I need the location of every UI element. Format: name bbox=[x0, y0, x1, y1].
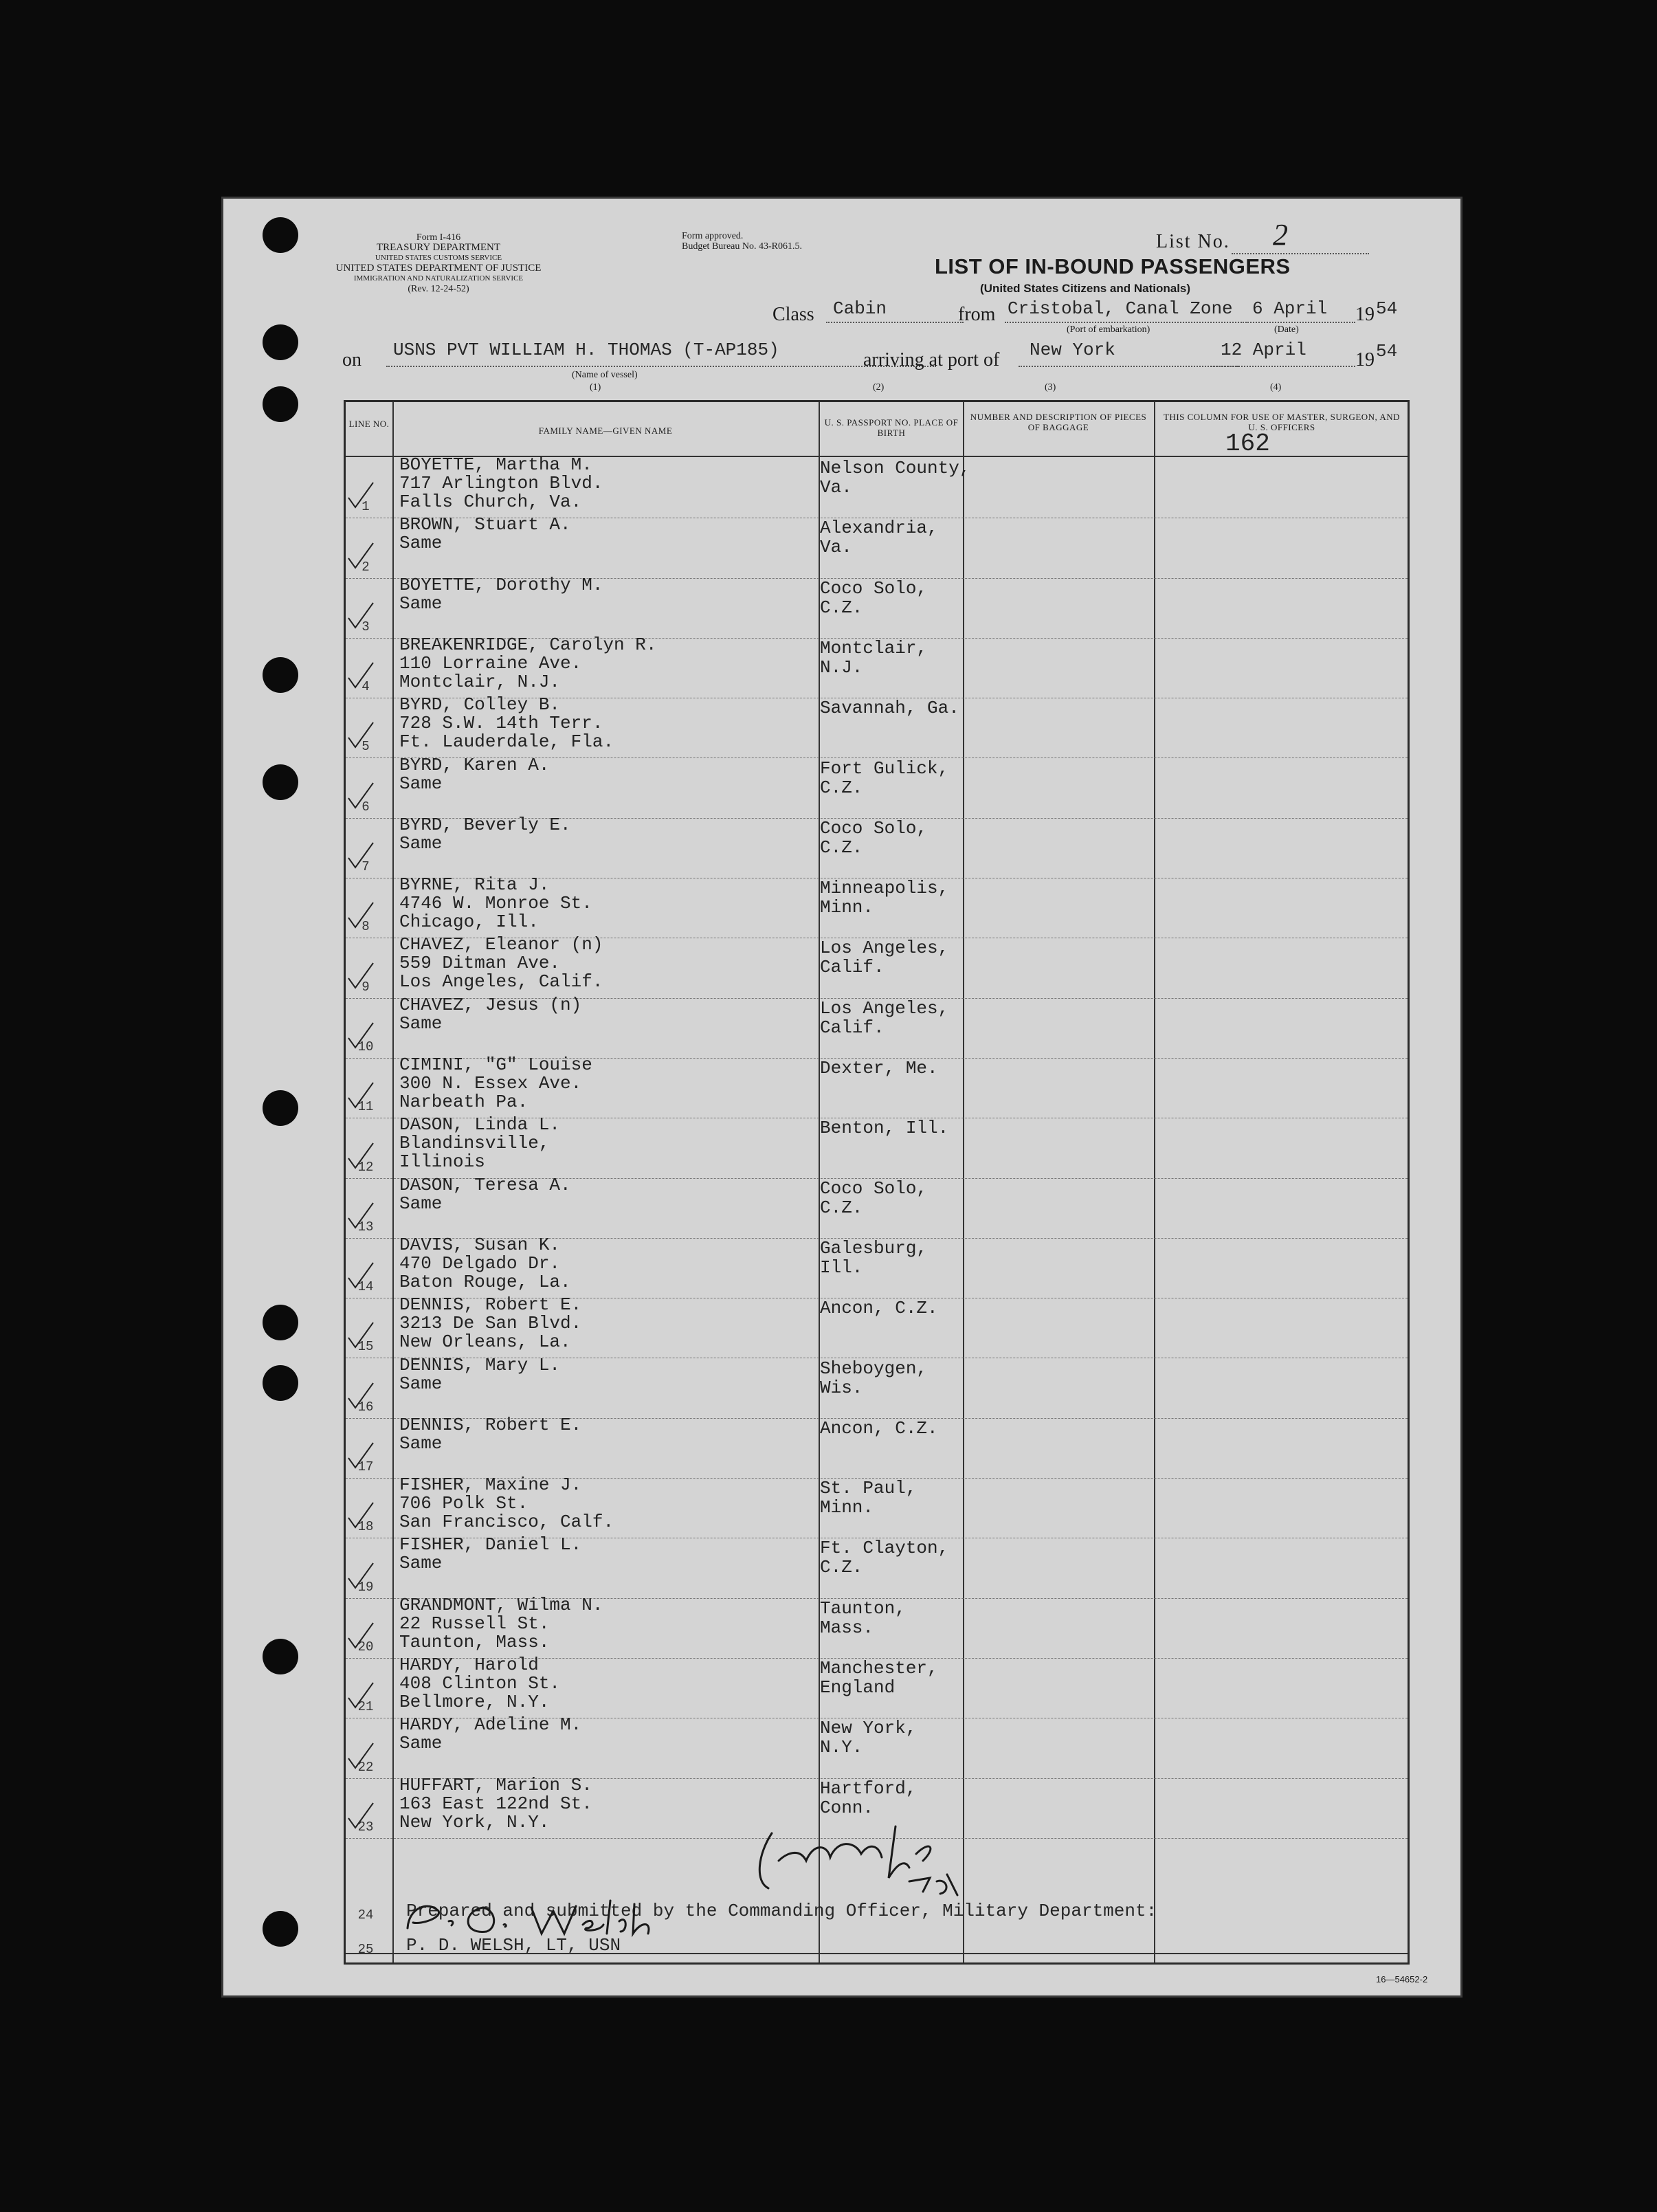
punch-hole bbox=[263, 217, 298, 253]
address-line-1: 717 Arlington Blvd. bbox=[399, 473, 603, 494]
treasury-dept: TREASURY DEPARTMENT bbox=[376, 242, 501, 253]
passenger-name-address bbox=[399, 996, 581, 1033]
address-line-2: Taunton, Mass. bbox=[399, 1631, 550, 1652]
list-number-value: 2 bbox=[1273, 218, 1288, 252]
col-number-4: (4) bbox=[1270, 382, 1282, 392]
address-line-1: 728 S.W. 14th Terr. bbox=[399, 713, 603, 734]
address-line-2: Narbeath Pa. bbox=[399, 1092, 529, 1112]
passenger-row bbox=[346, 1474, 1408, 1538]
address-line-2: Los Angeles, Calif. bbox=[399, 971, 603, 993]
signer-name: P. D. WELSH, LT, USN bbox=[406, 1935, 621, 1956]
birth-line-1: Nelson County, bbox=[820, 458, 970, 478]
place-of-birth bbox=[820, 819, 927, 857]
address-line-1: 110 Lorraine Ave. bbox=[399, 652, 582, 674]
line-number: 18 bbox=[357, 1519, 374, 1535]
place-of-birth bbox=[820, 1538, 948, 1577]
birth-line-2: Va. bbox=[820, 477, 852, 498]
class-value: Cabin bbox=[833, 298, 887, 319]
birth-line-1: Galesburg, bbox=[820, 1237, 928, 1259]
place-of-birth bbox=[820, 1779, 916, 1817]
punch-hole bbox=[263, 1305, 298, 1340]
year-prefix-2: 19 bbox=[1355, 349, 1375, 370]
passenger-name: DENNIS, Robert E. bbox=[399, 1414, 582, 1435]
address-line-1: Same bbox=[399, 1193, 443, 1214]
address-line-1: 3213 De San Blvd. bbox=[399, 1313, 582, 1334]
vessel-name-value: USNS PVT WILLIAM H. THOMAS (T-AP185) bbox=[393, 340, 779, 360]
col-number-1: (1) bbox=[590, 382, 601, 392]
address-line-2: Bellmore, N.Y. bbox=[399, 1692, 550, 1712]
place-of-birth bbox=[820, 579, 927, 617]
passenger-row bbox=[346, 514, 1408, 578]
passenger-name-address bbox=[399, 1776, 592, 1832]
birth-line-2: Conn. bbox=[820, 1797, 874, 1818]
address-line-1: 300 N. Essex Ave. bbox=[399, 1073, 582, 1094]
birth-line-2: Ill. bbox=[820, 1257, 863, 1278]
passenger-table bbox=[344, 400, 1410, 1965]
passenger-name: CHAVEZ, Eleanor (n) bbox=[399, 934, 603, 955]
address-line-2: Illinois bbox=[399, 1151, 485, 1173]
line-number: 23 bbox=[357, 1819, 374, 1835]
arriving-label: arriving at port of bbox=[863, 349, 1000, 370]
passenger-name-address bbox=[399, 576, 603, 613]
punch-hole bbox=[263, 1090, 298, 1126]
address-line-1: 706 Polk St. bbox=[399, 1493, 529, 1514]
passenger-row bbox=[346, 934, 1408, 998]
passenger-row bbox=[346, 634, 1408, 698]
form-approved: Form approved. bbox=[682, 231, 744, 241]
passenger-name-address bbox=[399, 816, 571, 853]
line-number: 25 bbox=[357, 1942, 374, 1957]
embark-year-value: 54 bbox=[1376, 298, 1398, 319]
line-number: 19 bbox=[357, 1579, 374, 1595]
birth-line-1: Ancon, C.Z. bbox=[820, 1298, 938, 1319]
passenger-name-address bbox=[399, 1056, 592, 1111]
passenger-name: FISHER, Daniel L. bbox=[399, 1534, 582, 1556]
birth-line-1: Fort Gulick, bbox=[820, 757, 949, 779]
passenger-name: DASON, Linda L. bbox=[399, 1114, 561, 1136]
embark-date-value: 6 April bbox=[1252, 298, 1328, 319]
passenger-row bbox=[346, 994, 1408, 1059]
place-of-birth bbox=[820, 1659, 938, 1697]
address-line-1: Same bbox=[399, 1013, 443, 1034]
birth-line-2: Calif. bbox=[820, 957, 885, 978]
line-number: 5 bbox=[362, 739, 370, 755]
passenger-name-address bbox=[399, 756, 549, 793]
passenger-row bbox=[346, 1234, 1408, 1298]
place-of-birth bbox=[820, 999, 948, 1037]
place-of-birth bbox=[820, 759, 948, 797]
birth-line-1: Coco Solo, bbox=[820, 1177, 928, 1199]
address-line-1: Same bbox=[399, 773, 443, 794]
arrival-port-value: New York bbox=[1030, 340, 1115, 360]
passenger-name-address bbox=[399, 1536, 581, 1573]
line-number: 7 bbox=[362, 859, 370, 875]
justice-dept: UNITED STATES DEPARTMENT OF JUSTICE bbox=[335, 263, 542, 274]
passenger-name-address bbox=[399, 1356, 560, 1393]
line-number: 1 bbox=[362, 499, 370, 515]
passenger-name-address bbox=[399, 1176, 571, 1213]
passenger-name-address bbox=[399, 1476, 614, 1531]
address-line-1: Same bbox=[399, 1373, 443, 1394]
form-header-agency bbox=[335, 232, 542, 294]
passenger-name-address bbox=[399, 876, 592, 931]
passenger-name: BYRD, Karen A. bbox=[399, 754, 550, 775]
birth-line-1: Los Angeles, bbox=[820, 938, 949, 959]
punch-hole bbox=[263, 386, 298, 422]
line-number: 8 bbox=[362, 919, 370, 935]
line-number: 3 bbox=[362, 619, 370, 634]
passenger-row bbox=[346, 1354, 1408, 1419]
passenger-name-address bbox=[399, 456, 603, 511]
passenger-name: HARDY, Adeline M. bbox=[399, 1714, 582, 1736]
address-line-2: Ft. Lauderdale, Fla. bbox=[399, 731, 614, 753]
passenger-row bbox=[346, 694, 1408, 758]
class-label: Class bbox=[772, 304, 814, 325]
birth-line-1: Hartford, bbox=[820, 1778, 917, 1799]
line-number: 21 bbox=[357, 1699, 374, 1715]
line-number: 10 bbox=[357, 1039, 374, 1054]
address-line-2: New Orleans, La. bbox=[399, 1331, 571, 1353]
birth-line-2: Calif. bbox=[820, 1017, 885, 1038]
address-line-1: Blandinsville, bbox=[399, 1133, 550, 1154]
prepared-statement: Prepared and submitted by the Commanding Officer, Military Department: bbox=[406, 1901, 1157, 1921]
line-number: 24 bbox=[357, 1907, 374, 1923]
on-label: on bbox=[342, 349, 362, 370]
birth-line-2: C.Z. bbox=[820, 837, 863, 858]
punch-hole bbox=[263, 324, 298, 360]
passenger-name: HUFFART, Marion S. bbox=[399, 1774, 592, 1795]
passenger-name-address bbox=[399, 1296, 581, 1351]
passenger-row bbox=[346, 1594, 1408, 1659]
line-number: 9 bbox=[362, 979, 370, 995]
birth-line-1: Ancon, C.Z. bbox=[820, 1417, 938, 1439]
birth-line-2: Va. bbox=[820, 537, 852, 558]
birth-line-2: N.J. bbox=[820, 656, 863, 678]
place-of-birth bbox=[820, 698, 959, 718]
place-of-birth bbox=[820, 1118, 948, 1138]
birth-line-2: Wis. bbox=[820, 1377, 863, 1398]
address-line-1: 559 Ditman Ave. bbox=[399, 953, 561, 974]
birth-line-2: Minn. bbox=[820, 897, 874, 918]
passenger-name: CIMINI, "G" Louise bbox=[399, 1054, 592, 1075]
line-number: 2 bbox=[362, 559, 370, 575]
passenger-name: HARDY, Harold bbox=[399, 1655, 539, 1675]
address-line-2: Montclair, N.J. bbox=[399, 671, 561, 692]
address-line-1: 4746 W. Monroe St. bbox=[399, 893, 592, 914]
birth-line-1: Savannah, Ga. bbox=[820, 698, 959, 719]
address-line-1: Same bbox=[399, 1553, 443, 1574]
punch-hole bbox=[263, 1639, 298, 1674]
address-line-1: 22 Russell St. bbox=[399, 1613, 550, 1634]
birth-line-1: Alexandria, bbox=[820, 518, 938, 539]
passenger-name: BYRNE, Rita J. bbox=[399, 874, 550, 896]
passenger-row bbox=[346, 754, 1408, 819]
address-line-1: 470 Delgado Dr. bbox=[399, 1252, 561, 1274]
birth-line-2: C.Z. bbox=[820, 1557, 863, 1578]
line-number: 6 bbox=[362, 799, 370, 815]
passenger-name: BROWN, Stuart A. bbox=[399, 514, 571, 535]
passenger-row bbox=[346, 454, 1408, 518]
page-subtitle: (United States Citizens and Nationals) bbox=[980, 282, 1191, 295]
page-title: LIST OF IN-BOUND PASSENGERS bbox=[935, 254, 1291, 278]
passenger-row bbox=[346, 574, 1408, 639]
line-number: 11 bbox=[357, 1099, 374, 1115]
from-port-value: Cristobal, Canal Zone bbox=[1008, 298, 1233, 319]
place-of-birth bbox=[820, 458, 970, 497]
place-of-birth bbox=[820, 1718, 916, 1757]
passenger-row bbox=[346, 1174, 1408, 1239]
passenger-name: DENNIS, Robert E. bbox=[399, 1294, 582, 1316]
port-embark-caption: (Port of embarkation) bbox=[1067, 324, 1150, 335]
arrival-year-value: 54 bbox=[1376, 341, 1398, 362]
birth-line-1: Coco Solo, bbox=[820, 817, 928, 839]
address-line-1: Same bbox=[399, 1733, 443, 1754]
address-line-1: 408 Clinton St. bbox=[399, 1673, 561, 1694]
place-of-birth bbox=[820, 639, 927, 677]
passenger-name-address bbox=[399, 1236, 571, 1292]
birth-line-1: Benton, Ill. bbox=[820, 1118, 949, 1139]
col-header-baggage: NUMBER AND DESCRIPTION OF PIECES OF BAGGAGE bbox=[970, 412, 1147, 432]
place-of-birth bbox=[820, 1059, 938, 1078]
address-line-1: Same bbox=[399, 593, 443, 614]
date-caption: (Date) bbox=[1274, 324, 1299, 335]
birth-line-1: Coco Solo, bbox=[820, 577, 928, 599]
birth-line-1: Minneapolis, bbox=[820, 878, 949, 899]
birth-line-1: Manchester, bbox=[820, 1658, 938, 1679]
budget-bureau: Budget Bureau No. 43-R061.5. bbox=[682, 241, 802, 252]
address-line-1: Same bbox=[399, 832, 443, 854]
arrival-date-value: 12 April bbox=[1221, 340, 1306, 360]
passenger-row bbox=[346, 1114, 1408, 1178]
passenger-name-address bbox=[399, 1416, 581, 1453]
line-number: 12 bbox=[357, 1159, 374, 1175]
birth-line-2: C.Z. bbox=[820, 1197, 863, 1218]
from-label: from bbox=[958, 304, 996, 325]
place-of-birth bbox=[820, 878, 948, 917]
birth-line-2: England bbox=[820, 1677, 896, 1698]
signature-image bbox=[401, 1894, 731, 1942]
passenger-row bbox=[346, 874, 1408, 938]
form-number: Form I-416 bbox=[416, 232, 461, 243]
col-header-name: FAMILY NAME—GIVEN NAME bbox=[538, 425, 673, 436]
col-header-officers: THIS COLUMN FOR USE OF MASTER, SURGEON, AND U. S. OFFICERS bbox=[1163, 412, 1400, 432]
list-number-label: List No. bbox=[1156, 231, 1230, 252]
address-line-2: San Francisco, Calf. bbox=[399, 1512, 614, 1533]
passenger-row bbox=[346, 814, 1408, 878]
passenger-name-address bbox=[399, 1716, 581, 1753]
passenger-name: BYRD, Beverly E. bbox=[399, 814, 571, 835]
passenger-name: BREAKENRIDGE, Carolyn R. bbox=[399, 634, 657, 655]
officer-number: 162 bbox=[1225, 430, 1270, 458]
footer-code: 16—54652-2 bbox=[1376, 1974, 1428, 1984]
passenger-name-address bbox=[399, 636, 656, 692]
birth-line-2: N.Y. bbox=[820, 1737, 863, 1758]
ins-service: IMMIGRATION AND NATURALIZATION SERVICE bbox=[353, 274, 524, 283]
punch-hole bbox=[263, 1911, 298, 1947]
passenger-manifest-page bbox=[221, 197, 1463, 1998]
vessel-caption: (Name of vessel) bbox=[572, 370, 638, 380]
passenger-name: CHAVEZ, Jesus (n) bbox=[399, 994, 582, 1015]
passenger-name: DAVIS, Susan K. bbox=[399, 1234, 561, 1255]
line-number: 16 bbox=[357, 1399, 374, 1415]
address-line-2: New York, N.Y. bbox=[399, 1811, 550, 1833]
line-number: 17 bbox=[357, 1459, 374, 1475]
place-of-birth bbox=[820, 518, 938, 557]
place-of-birth bbox=[820, 1599, 906, 1637]
birth-line-2: Minn. bbox=[820, 1497, 874, 1518]
line-number: 15 bbox=[357, 1339, 374, 1355]
address-line-1: 163 East 122nd St. bbox=[399, 1793, 592, 1814]
passenger-name-address bbox=[399, 1596, 603, 1652]
passenger-name: BOYETTE, Martha M. bbox=[399, 454, 592, 475]
passenger-row bbox=[346, 1714, 1408, 1778]
passenger-name: DENNIS, Mary L. bbox=[399, 1354, 561, 1375]
address-line-1: Same bbox=[399, 1433, 443, 1454]
line-number: 22 bbox=[357, 1759, 374, 1775]
birth-line-1: New York, bbox=[820, 1718, 917, 1739]
place-of-birth bbox=[820, 1179, 927, 1217]
birth-line-1: Sheboygen, bbox=[820, 1358, 928, 1379]
birth-line-1: St. Paul, bbox=[820, 1478, 917, 1499]
col-number-3: (3) bbox=[1045, 382, 1056, 392]
punch-hole bbox=[263, 657, 298, 693]
passenger-name: GRANDMONT, Wilma N. bbox=[399, 1594, 603, 1615]
col-number-2: (2) bbox=[873, 382, 885, 392]
passenger-row bbox=[346, 1294, 1408, 1358]
place-of-birth bbox=[820, 1419, 938, 1438]
customs-service: UNITED STATES CUSTOMS SERVICE bbox=[375, 254, 502, 262]
passenger-name: BOYETTE, Dorothy M. bbox=[399, 574, 603, 595]
address-line-2: Chicago, Ill. bbox=[399, 911, 539, 933]
line-number: 13 bbox=[357, 1219, 374, 1235]
address-line-2: Falls Church, Va. bbox=[399, 491, 582, 512]
place-of-birth bbox=[820, 1239, 927, 1277]
place-of-birth bbox=[820, 1359, 927, 1397]
birth-line-1: Dexter, Me. bbox=[820, 1058, 938, 1079]
birth-line-1: Ft. Clayton, bbox=[820, 1538, 949, 1559]
passenger-name-address bbox=[399, 1656, 560, 1712]
form-revision: (Rev. 12-24-52) bbox=[408, 284, 469, 294]
passenger-name-address bbox=[399, 936, 603, 991]
passenger-row bbox=[346, 1054, 1408, 1118]
passenger-row bbox=[346, 1655, 1408, 1718]
line-number: 20 bbox=[357, 1639, 374, 1655]
passenger-name-address bbox=[399, 696, 614, 751]
year-prefix: 19 bbox=[1355, 304, 1375, 325]
address-line-2: Baton Rouge, La. bbox=[399, 1271, 571, 1292]
place-of-birth bbox=[820, 938, 948, 977]
punch-hole bbox=[263, 764, 298, 800]
col-header-line-no: LINE NO. bbox=[348, 419, 390, 429]
place-of-birth bbox=[820, 1298, 938, 1318]
passenger-name-address bbox=[399, 1116, 560, 1171]
birth-line-1: Los Angeles, bbox=[820, 997, 949, 1019]
col-header-birth: U. S. PASSPORT NO. PLACE OF BIRTH bbox=[824, 417, 959, 438]
passenger-name: BYRD, Colley B. bbox=[399, 694, 561, 716]
line-number: 4 bbox=[362, 679, 370, 695]
punch-hole bbox=[263, 1365, 298, 1401]
passenger-name: DASON, Teresa A. bbox=[399, 1174, 571, 1195]
passenger-name: FISHER, Maxine J. bbox=[399, 1474, 582, 1496]
passenger-name-address bbox=[399, 516, 571, 553]
birth-line-1: Taunton, bbox=[820, 1597, 906, 1619]
birth-line-2: C.Z. bbox=[820, 597, 863, 618]
birth-line-2: C.Z. bbox=[820, 777, 863, 798]
line-number: 14 bbox=[357, 1279, 374, 1295]
passenger-row bbox=[346, 1534, 1408, 1598]
inspector-annotation bbox=[751, 1813, 978, 1909]
birth-line-1: Montclair, bbox=[820, 637, 928, 659]
place-of-birth bbox=[820, 1479, 916, 1517]
passenger-row bbox=[346, 1414, 1408, 1479]
form-approval bbox=[682, 231, 802, 252]
address-line-1: Same bbox=[399, 533, 443, 554]
birth-line-2: Mass. bbox=[820, 1617, 874, 1638]
